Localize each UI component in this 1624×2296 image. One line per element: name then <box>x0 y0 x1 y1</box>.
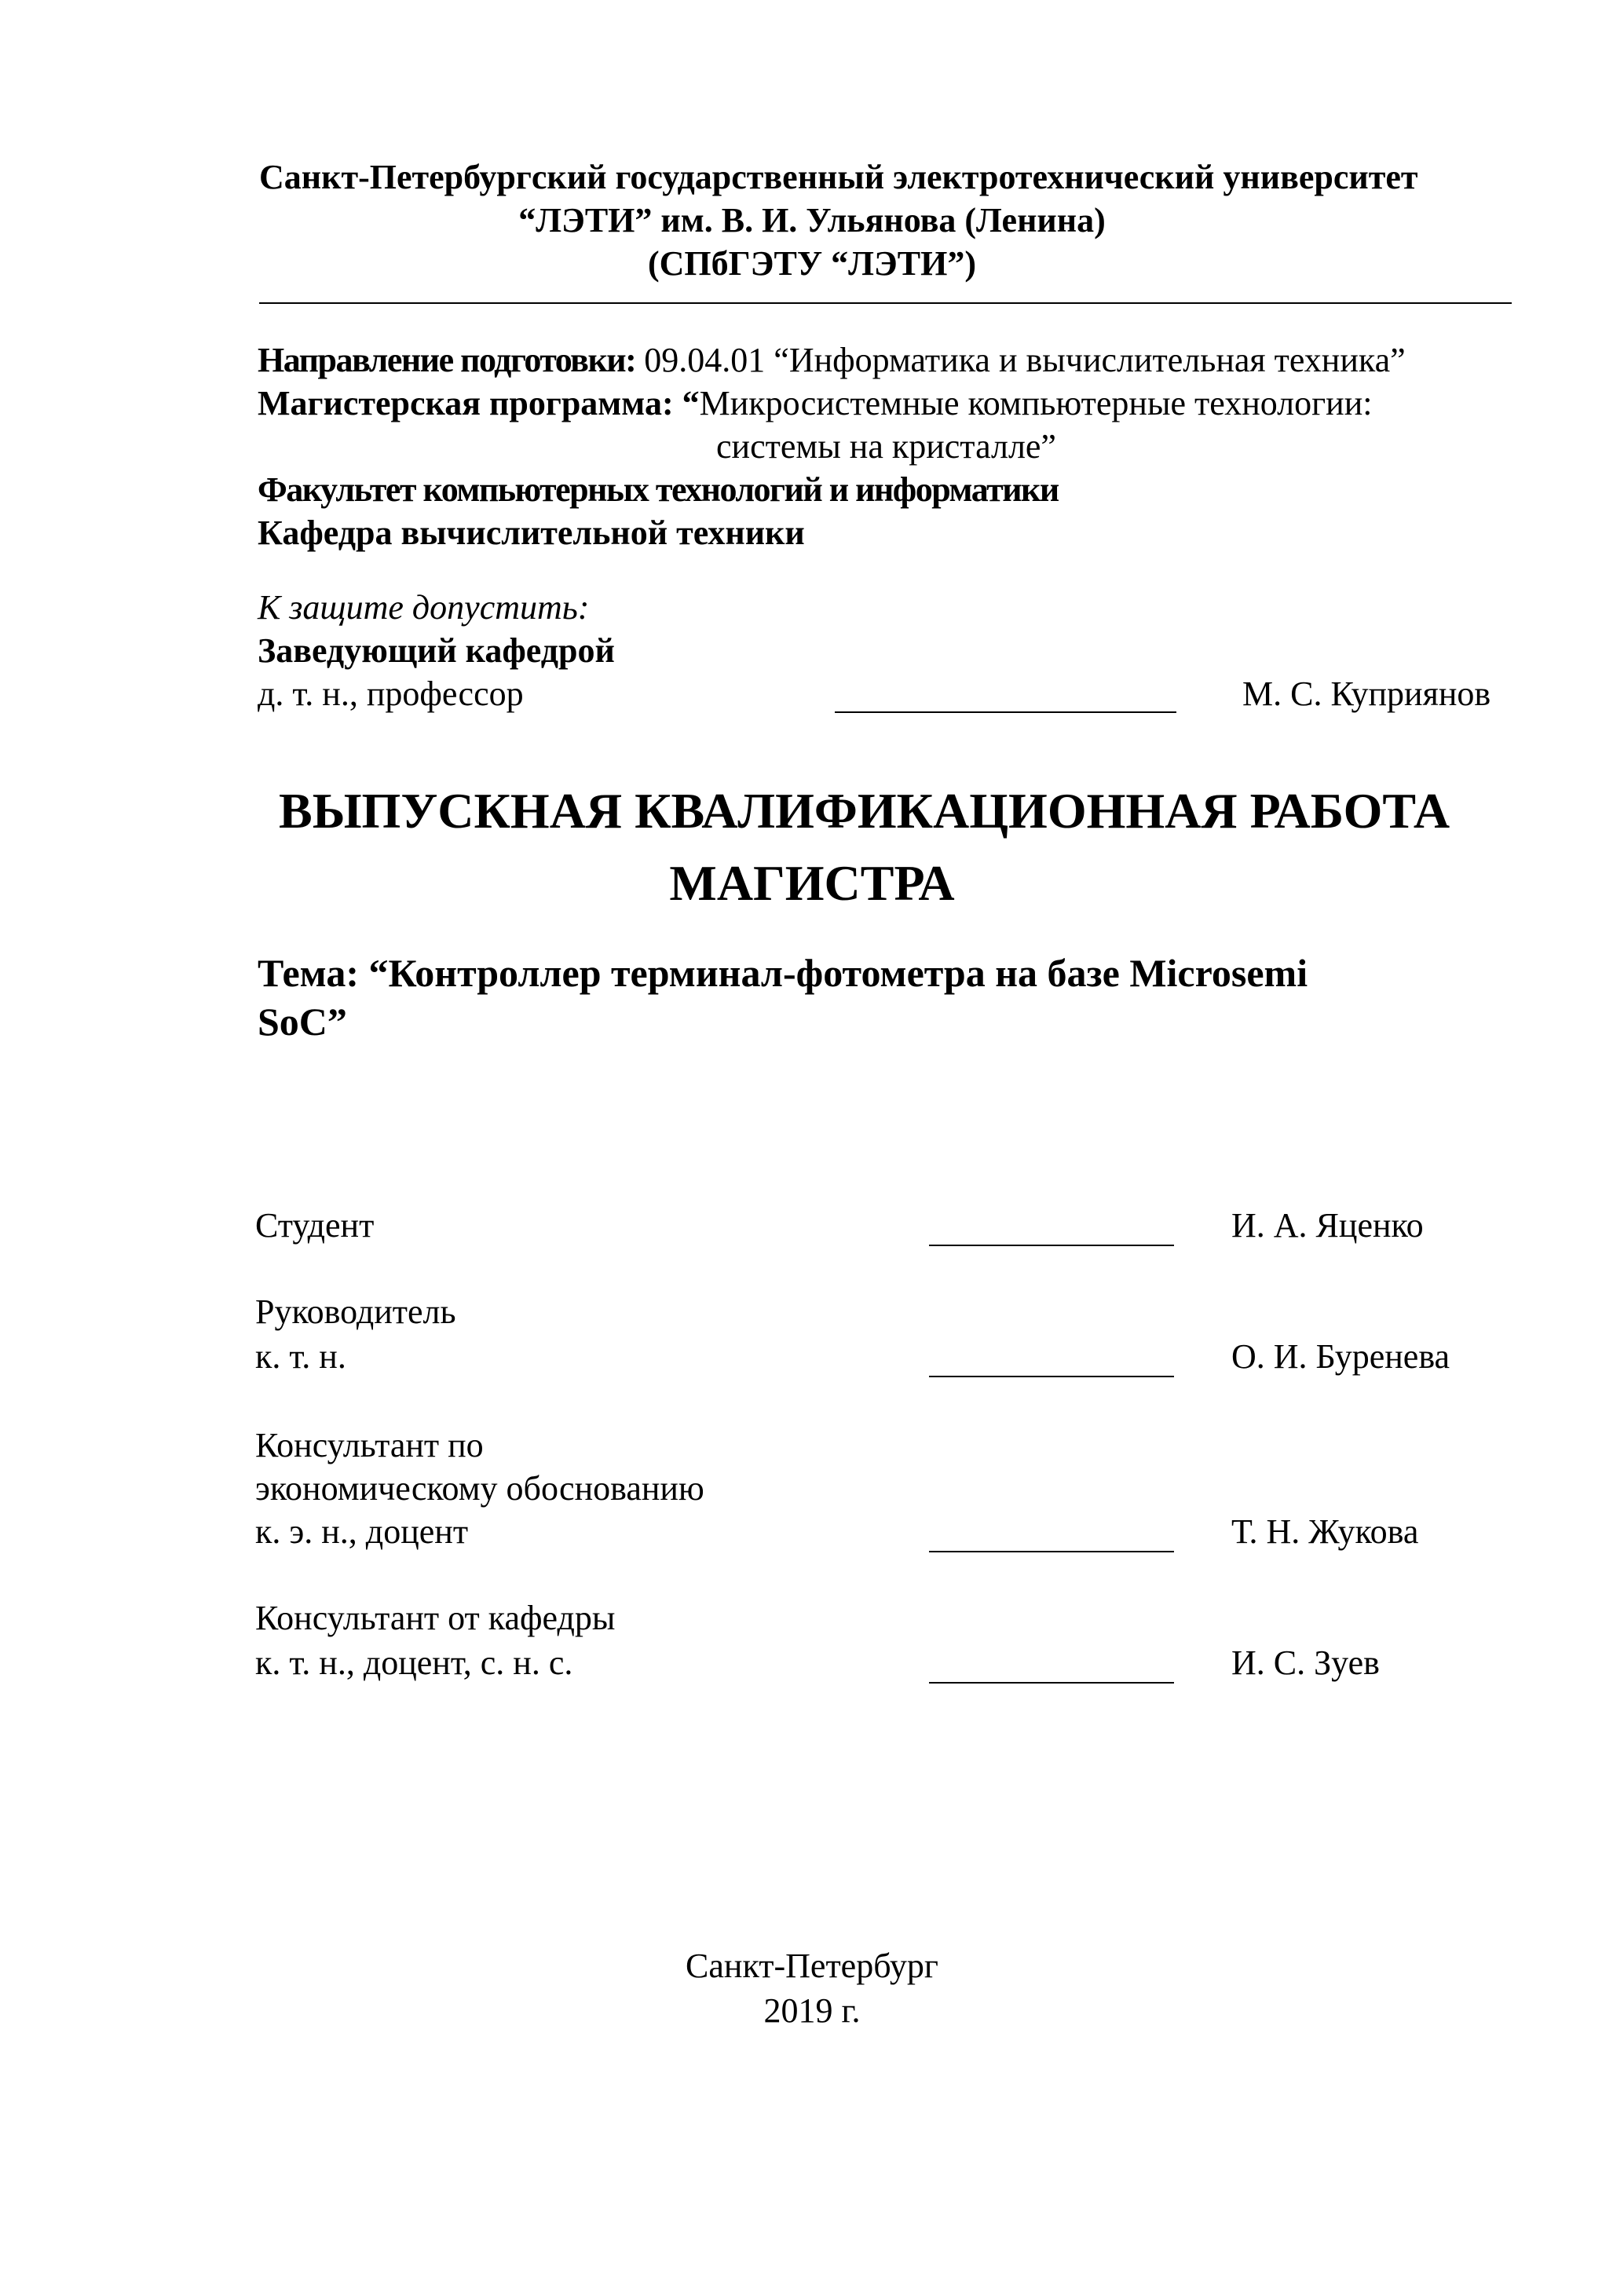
signature-name-department: И. С. Зуев <box>1231 1643 1380 1682</box>
department-name: Кафедра вычислительной техники <box>258 514 805 552</box>
master-program-value-line1: Микросистемные компьютерные технологии: <box>699 384 1373 422</box>
signature-role-supervisor: Руководитель <box>255 1292 456 1331</box>
faculty-name: Факультет компьютерных технологий и информатики <box>258 470 1059 509</box>
university-name-line2: “ЛЭТИ” им. В. И. Ульянова (Ленина) <box>518 201 1106 239</box>
direction-value: 09.04.01 “Информатика и вычислительная техника” <box>644 341 1406 379</box>
header-divider <box>259 302 1512 304</box>
signature-name-supervisor: О. И. Буренева <box>1231 1337 1450 1376</box>
signature-degree-economics: к. э. н., доцент <box>255 1512 469 1551</box>
signature-line-student <box>929 1245 1174 1246</box>
direction-label: Направление подготовки: <box>258 341 636 379</box>
signature-role-economics-line1: Консультант по <box>255 1426 484 1464</box>
signature-role-economics-line2: экономическому обоснованию <box>255 1469 704 1508</box>
master-program-row <box>258 383 1373 424</box>
direction-row <box>258 340 1406 381</box>
master-program-value-line2: системы на кристалле” <box>716 427 1056 466</box>
theme-line2: SoC” <box>258 1000 347 1044</box>
head-signature-line <box>835 711 1176 713</box>
university-name-line1: Санкт-Петербургский государственный электротехнический университет <box>259 158 1418 196</box>
admission-text: К защите допустить: <box>258 588 590 627</box>
year: 2019 г. <box>763 1991 861 2030</box>
head-of-department-title: Заведующий кафедрой <box>258 631 615 670</box>
head-of-department-name: М. С. Куприянов <box>1242 675 1491 713</box>
head-of-department-degree: д. т. н., профессор <box>258 675 524 713</box>
signature-name-student: И. А. Яценко <box>1231 1206 1424 1245</box>
signature-role-student: Студент <box>255 1206 375 1245</box>
signature-name-economics: Т. Н. Жукова <box>1231 1512 1419 1551</box>
theme-line1: Тема: “Контроллер терминал-фотометра на базе Microsemi <box>258 951 1308 995</box>
university-abbreviation: (СПбГЭТУ “ЛЭТИ”) <box>648 244 976 283</box>
master-program-label: Магистерская программа: <box>258 384 674 422</box>
signature-degree-department: к. т. н., доцент, с. н. с. <box>255 1643 573 1682</box>
work-title-line1: ВЫПУСКНАЯ КВАЛИФИКАЦИОННАЯ РАБОТА <box>279 783 1450 839</box>
work-title-line2: МАГИСТРА <box>669 855 955 911</box>
signature-role-department: Консультант от кафедры <box>255 1599 616 1637</box>
signature-line-supervisor <box>929 1376 1174 1377</box>
signature-line-economics <box>929 1551 1174 1552</box>
master-program-open-quote: “ <box>682 384 700 422</box>
city: Санкт-Петербург <box>686 1947 938 1985</box>
signature-degree-supervisor: к. т. н. <box>255 1337 346 1376</box>
signature-line-department <box>929 1682 1174 1684</box>
